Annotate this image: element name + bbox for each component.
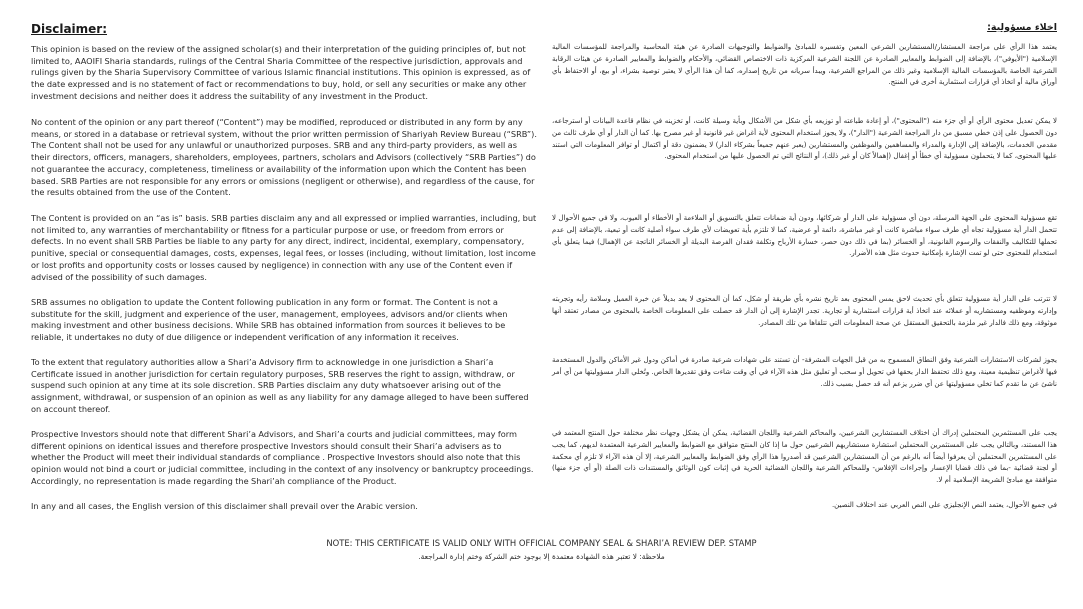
arabic-disclaimer-column	[552, 22, 1057, 509]
english-paragraph-3: The Content is provided on an “as is” basis. SRB parties disclaim any and all expressed or implied warranties, including, but not limited to, any warranties of merchantability or fitness for a particular purpose or use, or freedom from errors or defects. In no event shall SRB Parties be liable to any party for any direct, indirect, incidental, exemplary, compensatory, punitive, special or consequential damages, costs, expenses, legal fees, or losses (including, without limitation, lost income or lost profits and opportunity costs or losses caused by negligence) in connection with any use of the Content even if advised of the possibility of such damages.	[31, 213, 537, 282]
english-paragraph-6: Prospective Investors should note that different Shari’a Advisors, and Shari’a courts and judicial committees, may form different opinions on identical issues and therefore prospective Investors should consult their Shari’a advisers as to whether the Product will meet their individual standards of compliance . Prospective Investors should also note that this opinion would not bind a court or judicial committee, including in the context of any insolvency or bankruptcy proceedings. Accordingly, no representation is made regarding the Shari’ah compliance of the Product.	[31, 429, 534, 486]
arabic-paragraph-7: في جميع الأحوال، يعتمد النص الإنجليزي على النص العربي عند اختلاف النصين.	[831, 501, 1057, 509]
arabic-paragraph-5: يجوز لشركات الاستشارات الشرعية وفق النطاق المسموح به من قبل الجهات المشرفة- أن تستند على شهادات شرعية صادرة في أماكن ودول غير الأماكن والدول المستخدمة فيها لأغراض تنظيمية معينة، ومع ذلك تحتفظ الدار بحقها في تحويل أو سحب أو تعليق مثل هذه الآراء في أي وقت شاءت وفق تقديرها الخاص. وتُخلي الدار مسؤوليتها من أي أمر ناشئ عن ما تقدم كما تخلي مسؤوليتها عن أي ضرر يزعم أنه قد حصل بسبب ذلك.	[552, 356, 1057, 388]
certificate-validity-note-arabic: ملاحظة: لا تعتبر هذه الشهادة معتمدة إلا بوجود ختم الشركة وختم إدارة المراجعة.	[418, 552, 665, 561]
english-disclaimer-column	[31, 22, 537, 511]
english-paragraph-5: To the extent that regulatory authorities allow a Shari’a Advisory firm to acknowledge in one jurisdiction a Shari’a Certificate issued in another jurisdiction for certain regulatory purposes, SRB reserves the right to assign, withdraw, or suspend such opinion at any time at its sole discretion. SRB Parties disclaim any duty whatsoever arising out of the assignment, withdrawal, or suspension of an opinion as well as any liability for any damage alleged to have been suffered on account thereof.	[31, 357, 529, 414]
certificate-validity-note-english: NOTE: THIS CERTIFICATE IS VALID ONLY WITH OFFICIAL COMPANY SEAL & SHARI’A REVIEW DEP. STAMP	[326, 538, 757, 548]
arabic-paragraph-1: يعتمد هذا الرأي على مراجعة المستشار/المستشارين الشرعي المعين وتفسيره للمبادئ والضوابط والتوجيهات الصادرة عن هيئة المحاسبة والمراجعة للمؤسسات المالية الإسلامية ("الأيوفي")، بالإضافة إلى الضوابط والمعايير الصادرة عن اللجنة الشرعية المركزية ذات الاختصاص القضائي، والأحكام والضوابط والمعايير الصادرة عن هيئات الرقابة الشرعية الخاصة بالمؤسسات المالية الإسلامية وغير ذلك من المراجع الشرعية، ويبدأ سريانه من تاريخ إصداره، كما أن هذا الرأي لا يعتبر توصية بشراء، أو بيع، أو الاحتفاظ بأي أوراق مالية أو اتخاذ أي قرارات استثمارية أخرى في المنتج.	[552, 43, 1057, 87]
english-disclaimer-heading: Disclaimer:	[31, 22, 108, 36]
arabic-paragraph-2: لا يمكن تعديل محتوى الرأي أو أي جزء منه ("المحتوى")، أو إعادة طباعته أو توزيعه بأي شكل من الأشكال وبأية وسيلة كانت، أو تخزينه في نظام قاعدة البيانات أو استرجاعه، دون الحصول على إذن خطي مسبق من دار المراجعة الشرعية ("الدار")، ولا يجوز استخدام المحتوى لأية أغراض غير قانونية أو غير مصرح بها. كما أن الدار أو أي طرف ثالث من مقدمي الخدمات، بالإضافة إلى الإدارة والمدراء والمساهمين والموظفين والمستشارين (يعبر عنهم جميعاً بشركاء الدار) لا يضمنون دقة أو اكتمال أو توافر المعلومات التي استند عليها المحتوى، كما لا يتحملون مسؤولية أي خطأ أو إغفال (إهمالاً كان أو غير ذلك)، أو النتائج التي تم الحصول عليها من استخدام المحتوى.	[552, 117, 1057, 161]
arabic-disclaimer-heading: اخلاء مسؤولية:	[987, 22, 1057, 33]
english-paragraph-7: In any and all cases, the English version of this disclaimer shall prevail over the Arabic version.	[31, 501, 418, 511]
arabic-paragraph-6: يجب على المستثمرين المحتملين إدراك أن اختلاف المستشارين الشرعيين، والمحاكم الشرعية واللجان القضائية، يمكن أن يشكل وجهات نظر مختلفة حول المنتج المعتمد في هذا المستند، وبالتالي يجب على المستثمرين المحتملين استشارة مستشاريهم الشرعيين حول ما إذا كان المنتج متوافق مع الضوابط والمعايير الشرعية المعتمدة لديهم، كما يجب على المستثمرين المحتملين أن يعرفوا أيضاً أنه بالرغم من أن المستشارين الشرعيين قد أصدروا هذا الرأي وفق الضوابط والمعايير الشرعية، إلا أن هذه الآراء لا تلزم أي محكمة أو لجنة قضائية -بما في ذلك قضايا الإعسار وإجراءات الإفلاس- وللمحاكم الشرعية واللجان القضائية الحرية في إثبات كون الوثائق والمستندات ذات الصلة (أو أي جزء منها) متوافقة مع مبادئ الشريعة الإسلامية أم لا.	[552, 429, 1057, 485]
arabic-paragraph-4: لا تترتب على الدار أية مسؤولية تتعلق بأي تحديث لاحق يمس المحتوى بعد تاريخ نشره بأي طريقة أو شكل، كما أن المحتوى لا يعد بديلاً عن خبرة العميل وسلامة رأيه وتجربته وإدارته وموظفيه ومستشاريه أو عملائه عند اتخاذ أية قرارات استثمارية أو تجارية. تجدر الإشارة إلى أن الدار قد حصلت على المعلومات الخاصة بالمحتوى من مصادر تعتقد أنها موثوقة، ومع ذلك فالدار غير ملزمة بالتحقيق المستقل عن صحة المعلومات التي تتلقاها من تلك المصادر.	[552, 295, 1057, 327]
english-paragraph-4: SRB assumes no obligation to update the Content following publication in any form or format. The Content is not a substitute for the skill, judgment and experience of the user, management, employees, advisors and/or clients when making investment and other business decisions. While SRB has obtained information from sources it believes to be reliable, it undertakes no duty of due diligence or independent verification of any information it receives.	[31, 297, 508, 343]
english-paragraph-2: No content of the opinion or any part thereof (“Content”) may be modified, reproduced or distributed in any form by any means, or stored in a database or retrieval system, without the prior written permission of Shariyah Review Bureau (“SRB”). The Content shall not be used for any unlawful or unauthorized purposes. SRB and any third-party providers, as well as their directors, officers, managers, shareholders, employees, partners, scholars and Advisors (collectively “SRB Parties”) do not guarantee the accuracy, completeness, timeliness or availability of the information upon which the Content has been based. SRB Parties are not responsible for any errors or omissions (negligent or otherwise), and regardless of the cause, for the results obtained from the use of the Content.	[31, 117, 537, 198]
english-paragraph-1: This opinion is based on the review of the assigned scholar(s) and their interpretation of the guiding principles of, but not limited to, AAOIFI Sharia standards, rulings of the Central Sharia Committee of the respective jurisdiction, approvals and rulings given by the Sharia Supervisory Committee of various Islamic financial institutions. This opinion is expressed, as of the date expressed and is no statement of fact or recommendations to buy, hold, or sell any securities or make any other investment decisions and neither does it address the suitability of any investment in the Product.	[31, 44, 531, 101]
arabic-paragraph-3: تقع مسؤولية المحتوى على الجهة المرسلة، دون أي مسؤولية على الدار أو شركائها، ودون أية ضمانات تتعلق بالتسويق أو الملاءمة أو الأخطاء أو العيوب، ولا في جميع الأحوال لا تتحمل الدار أية مسؤولية تجاه أي طرف سواء مباشرة كانت أو غير مباشرة، دائمة أو عرضية، كما لا تلتزم بأية تعويضات لأي طرف سواء أصلية كانت أو تبعية، بالإضافة إلى عدم تحملها للتكاليف والنفقات والرسوم القانونية، أو الخسائر (بما في ذلك دون حصر، خسارة الأرباح وتكلفة فقدان الفرصة البديلة أو الخسائر الناتجة عن الإهمال) فيما يتعلق بأي استخدام للمحتوى حتى لو تمت الإشارة بإمكانية حدوث مثل هذه الأضرار.	[552, 214, 1057, 258]
